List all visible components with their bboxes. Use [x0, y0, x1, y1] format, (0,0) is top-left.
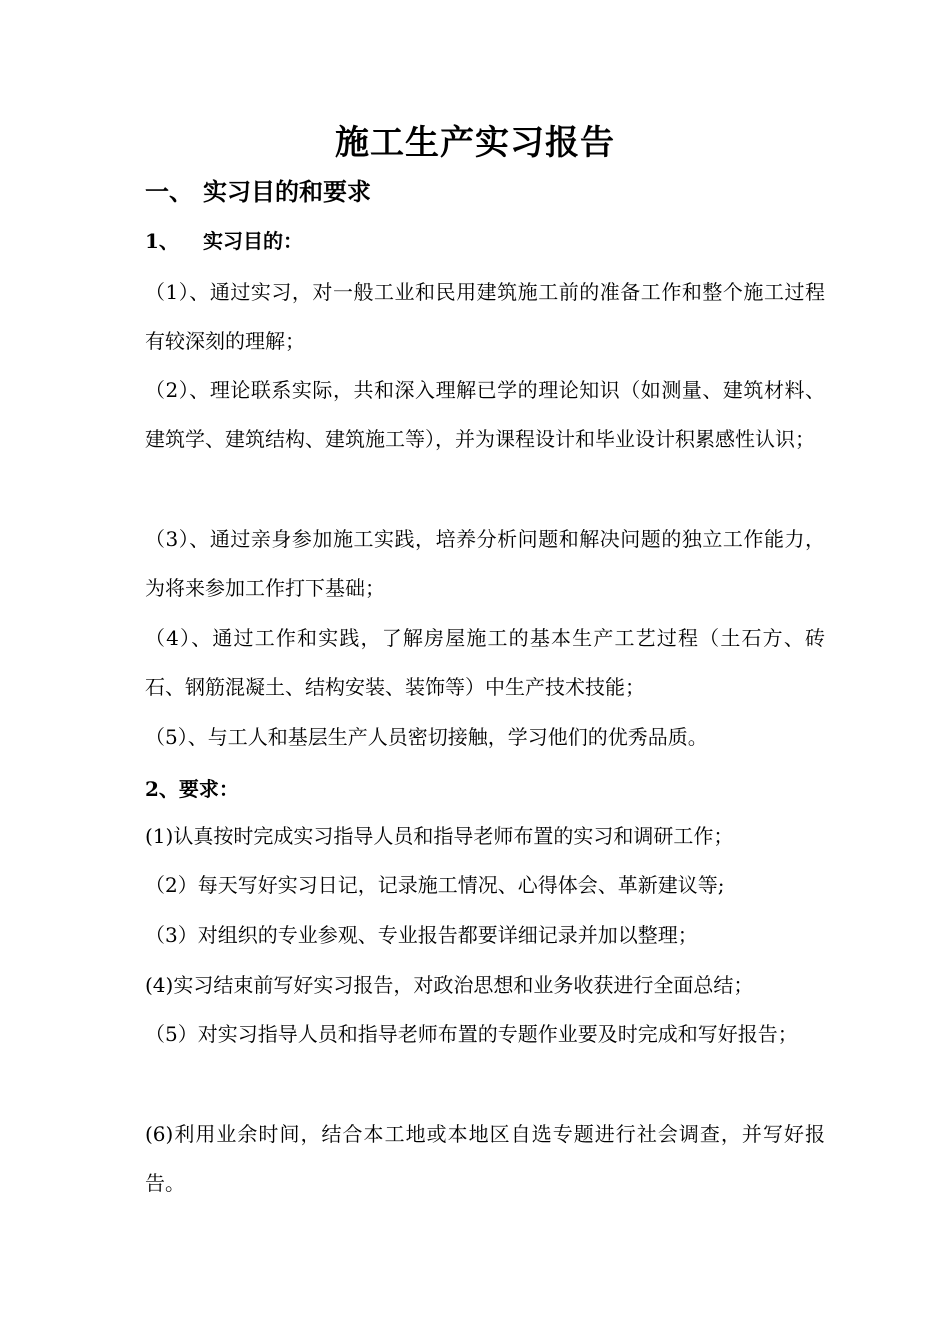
requirement-item-2: （2）每天写好实习日记，记录施工情况、心得体会、革新建议等; — [145, 873, 725, 897]
purpose-item-3: （3）、通过亲身参加施工实践，培养分析问题和解决问题的独立工作能力，为将来参加工作打下基础； — [145, 527, 825, 600]
requirement-item-6: (6)利用业余时间，结合本工地或本地区自选专题进行社会调查，并写好报告。 — [145, 1122, 825, 1195]
purpose-item-5: （5）、与工人和基层生产人员密切接触，学习他们的优秀品质。 — [145, 725, 708, 749]
subsection-heading-text: 实习目的： — [203, 229, 303, 253]
subsection-heading-purpose — [145, 223, 303, 259]
subsection-number: 1、 — [145, 229, 179, 253]
document-title: 施工生产实习报告 — [335, 123, 615, 163]
subsection-heading-requirements: 2、要求： — [145, 777, 239, 801]
requirement-item-1: (1)认真按时完成实习指导人员和指导老师布置的实习和调研工作； — [145, 824, 734, 848]
section-heading-purpose-and-requirements — [145, 172, 371, 212]
section-number: 一、 — [145, 177, 193, 206]
requirement-item-3: （3）对组织的专业参观、专业报告都要详细记录并加以整理； — [145, 923, 698, 947]
purpose-item-2: （2）、理论联系实际，共和深入理解已学的理论知识（如测量、建筑材料、建筑学、建筑结构、建筑施工等），并为课程设计和毕业设计积累感性认识； — [145, 378, 825, 451]
purpose-item-4: （4）、通过工作和实践，了解房屋施工的基本生产工艺过程（土石方、砖石、钢筋混凝土、结构安装、装饰等）中生产技术技能； — [145, 626, 825, 699]
requirement-item-4: (4)实习结束前写好实习报告，对政治思想和业务收获进行全面总结； — [145, 973, 754, 997]
section-heading-text: 实习目的和要求 — [203, 177, 371, 206]
requirement-item-5: （5）对实习指导人员和指导老师布置的专题作业要及时完成和写好报告； — [145, 1022, 798, 1046]
purpose-item-1: （1）、通过实习，对一般工业和民用建筑施工前的准备工作和整个施工过程有较深刻的理解； — [145, 280, 825, 353]
